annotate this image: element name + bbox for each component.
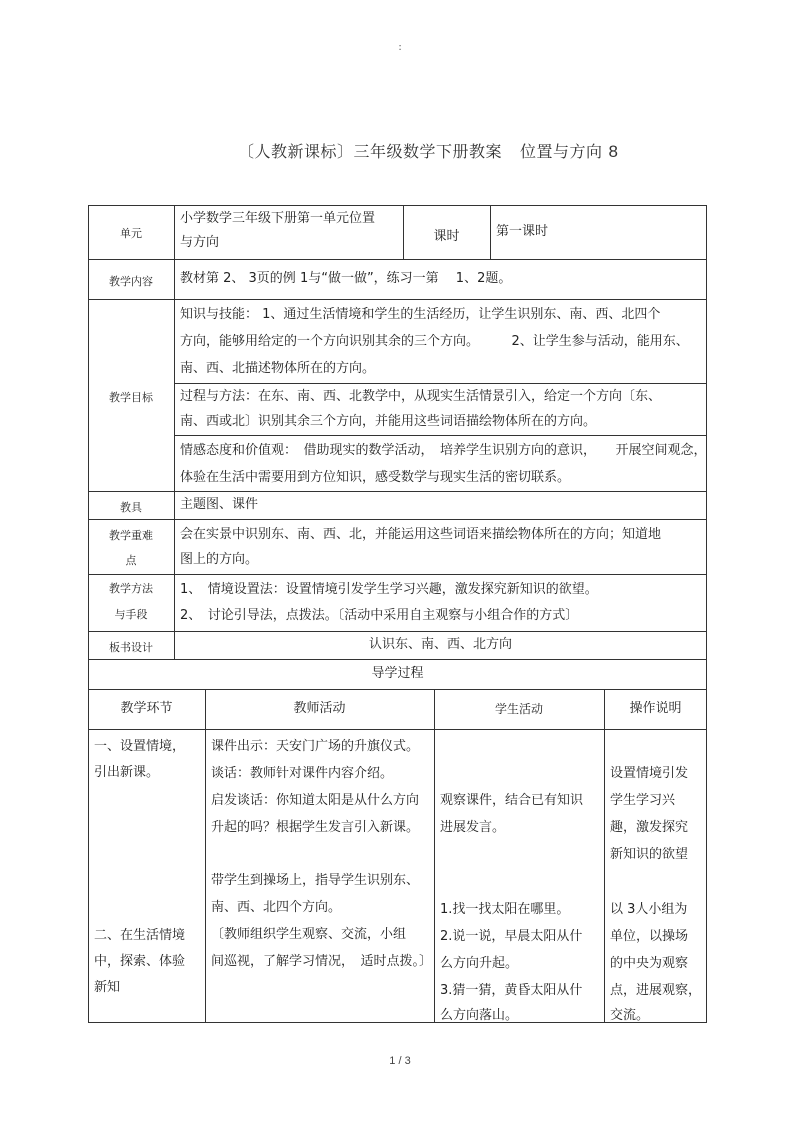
content-value: 教材第 2、 3页的例 1与“做一做”，练习一第 1、2题。: [180, 271, 512, 286]
title-number: 8: [608, 142, 619, 161]
teacher-activity-line: 课件出示：天安门广场的升旗仪式。: [211, 739, 420, 754]
key-points-line: 会在实景中识别东、南、西、北，并能运用这些词语来描绘物体所在的方向；知道地: [180, 527, 662, 542]
student-activity-line: 2.说一说，早晨太阳从什: [440, 929, 583, 944]
column-divider: [174, 205, 175, 659]
student-activity-line: 3.猜一猜，黄昏太阳从什: [440, 983, 583, 998]
title-subtitle: 位置与方向: [520, 142, 603, 161]
operation-note-line: 点，进展观察，: [610, 983, 702, 998]
student-activity-line: 么方向落山。: [440, 1008, 519, 1023]
row-divider: [88, 574, 707, 575]
page-number: 1 / 3: [389, 1055, 411, 1067]
operation-note-line: 新知识的欲望: [610, 847, 689, 862]
period-value: 第一课时: [496, 224, 549, 239]
teacher-activity-line: 南、西、北四个方向。: [211, 900, 342, 915]
key-points-line: 图上的方向。: [180, 552, 259, 567]
goals-line: 方向，能够用给定的一个方向识别其余的三个方向。 2、让学生参与活动，能用东、: [180, 334, 689, 349]
key-points-label: 点: [125, 554, 137, 567]
goals-line: 情感态度和价值观： 借助现实的数学活动， 培养学生识别方向的意识， 开展空间观念，: [180, 443, 707, 458]
unit-label: 单元: [120, 227, 142, 240]
operation-note-line: 单位，以操场: [610, 929, 689, 944]
content-label: 教学内容: [109, 275, 153, 288]
row-divider: [174, 435, 707, 436]
row-divider: [88, 729, 707, 730]
column-header: 操作说明: [629, 701, 682, 716]
goals-line: 过程与方法：在东、南、西、北教学中，从现实生活情景引入，给定一个方向〔东、: [180, 389, 662, 404]
document-title: [238, 139, 619, 162]
unit-value-line: 小学数学三年级下册第一单元位置: [180, 211, 376, 226]
tools-value: 主题图、课件: [180, 497, 259, 512]
row-divider: [88, 519, 707, 520]
operation-note-line: 趣，激发探究: [610, 820, 689, 835]
column-divider: [490, 205, 491, 259]
column-divider: [205, 689, 206, 1023]
row-divider: [88, 659, 707, 660]
unit-value-line: 与方向: [180, 235, 220, 250]
title-main: 〔人教新课标〕三年级数学下册教案: [238, 142, 503, 161]
operation-note-line: 学生学习兴: [610, 793, 676, 808]
goals-line: 南、西、北描述物体所在的方向。: [180, 361, 376, 376]
methods-label: 与手段: [114, 608, 148, 621]
period-label: 课时: [433, 229, 460, 244]
stage-line: 新知: [94, 980, 121, 995]
goals-line: 南、西或北〕识别其余三个方向，并能用这些词语描绘物体所在的方向。: [180, 414, 597, 429]
student-activity-line: 1.找一找太阳在哪里。: [440, 902, 570, 917]
board-design-value: 认识东、南、西、北方向: [368, 637, 512, 652]
goals-label: 教学目标: [109, 391, 153, 404]
stage-line: 二、在生活情境: [94, 928, 186, 943]
operation-note-line: 设置情境引发: [610, 766, 689, 781]
teacher-activity-line: 谈话：教师针对课件内容介绍。: [211, 766, 394, 781]
teacher-activity-line: 间巡视，了解学习情况， 适时点拨。〕: [211, 954, 433, 969]
key-points-label: 教学重难: [109, 529, 153, 542]
column-header: 学生活动: [494, 702, 543, 716]
teacher-activity-line: 〔教师组织学生观察、交流，小组: [211, 927, 407, 942]
stage-line: 一、设置情境，: [94, 739, 186, 754]
teacher-activity-line: 启发谈话：你知道太阳是从什么方向: [211, 793, 420, 808]
teacher-activity-line: 升起的吗？根据学生发言引入新课。: [211, 820, 420, 835]
stage-line: 引出新课。: [94, 765, 160, 780]
column-divider: [434, 689, 435, 1023]
column-divider: [604, 689, 605, 1023]
student-activity-line: 么方向升起。: [440, 956, 519, 971]
operation-note-line: 的中央为观察: [610, 956, 689, 971]
student-activity-line: 观察课件，结合已有知识: [440, 793, 584, 808]
stage-line: 中，探索、体验: [94, 954, 186, 969]
process-heading: 导学过程: [371, 666, 424, 681]
operation-note-line: 以 3人小组为: [610, 902, 688, 917]
goals-line: 知识与技能： 1、通过生活情境和学生的生活经历，让学生识别东、南、西、北四个: [180, 307, 661, 322]
page-mark: :: [398, 42, 402, 53]
methods-line: 1、 情境设置法：设置情境引发学生学习兴趣，激发探究新知识的欲望。: [180, 582, 598, 597]
student-activity-line: 进展发言。: [440, 820, 506, 835]
row-divider: [88, 259, 707, 260]
goals-line: 体验在生活中需要用到方位知识，感受数学与现实生活的密切联系。: [180, 470, 571, 485]
tools-label: 教具: [120, 501, 142, 514]
methods-label: 教学方法: [109, 582, 153, 595]
column-header: 教师活动: [293, 701, 346, 716]
row-divider: [88, 689, 707, 690]
row-divider: [88, 299, 707, 300]
operation-note-line: 交流。: [610, 1008, 650, 1023]
methods-line: 2、 讨论引导法，点拨法。〔活动中采用自主观察与小组合作的方式〕: [180, 608, 579, 623]
teacher-activity-line: 带学生到操场上，指导学生识别东、: [211, 873, 420, 888]
board-design-label: 板书设计: [109, 641, 153, 654]
column-header: 教学环节: [120, 701, 173, 716]
